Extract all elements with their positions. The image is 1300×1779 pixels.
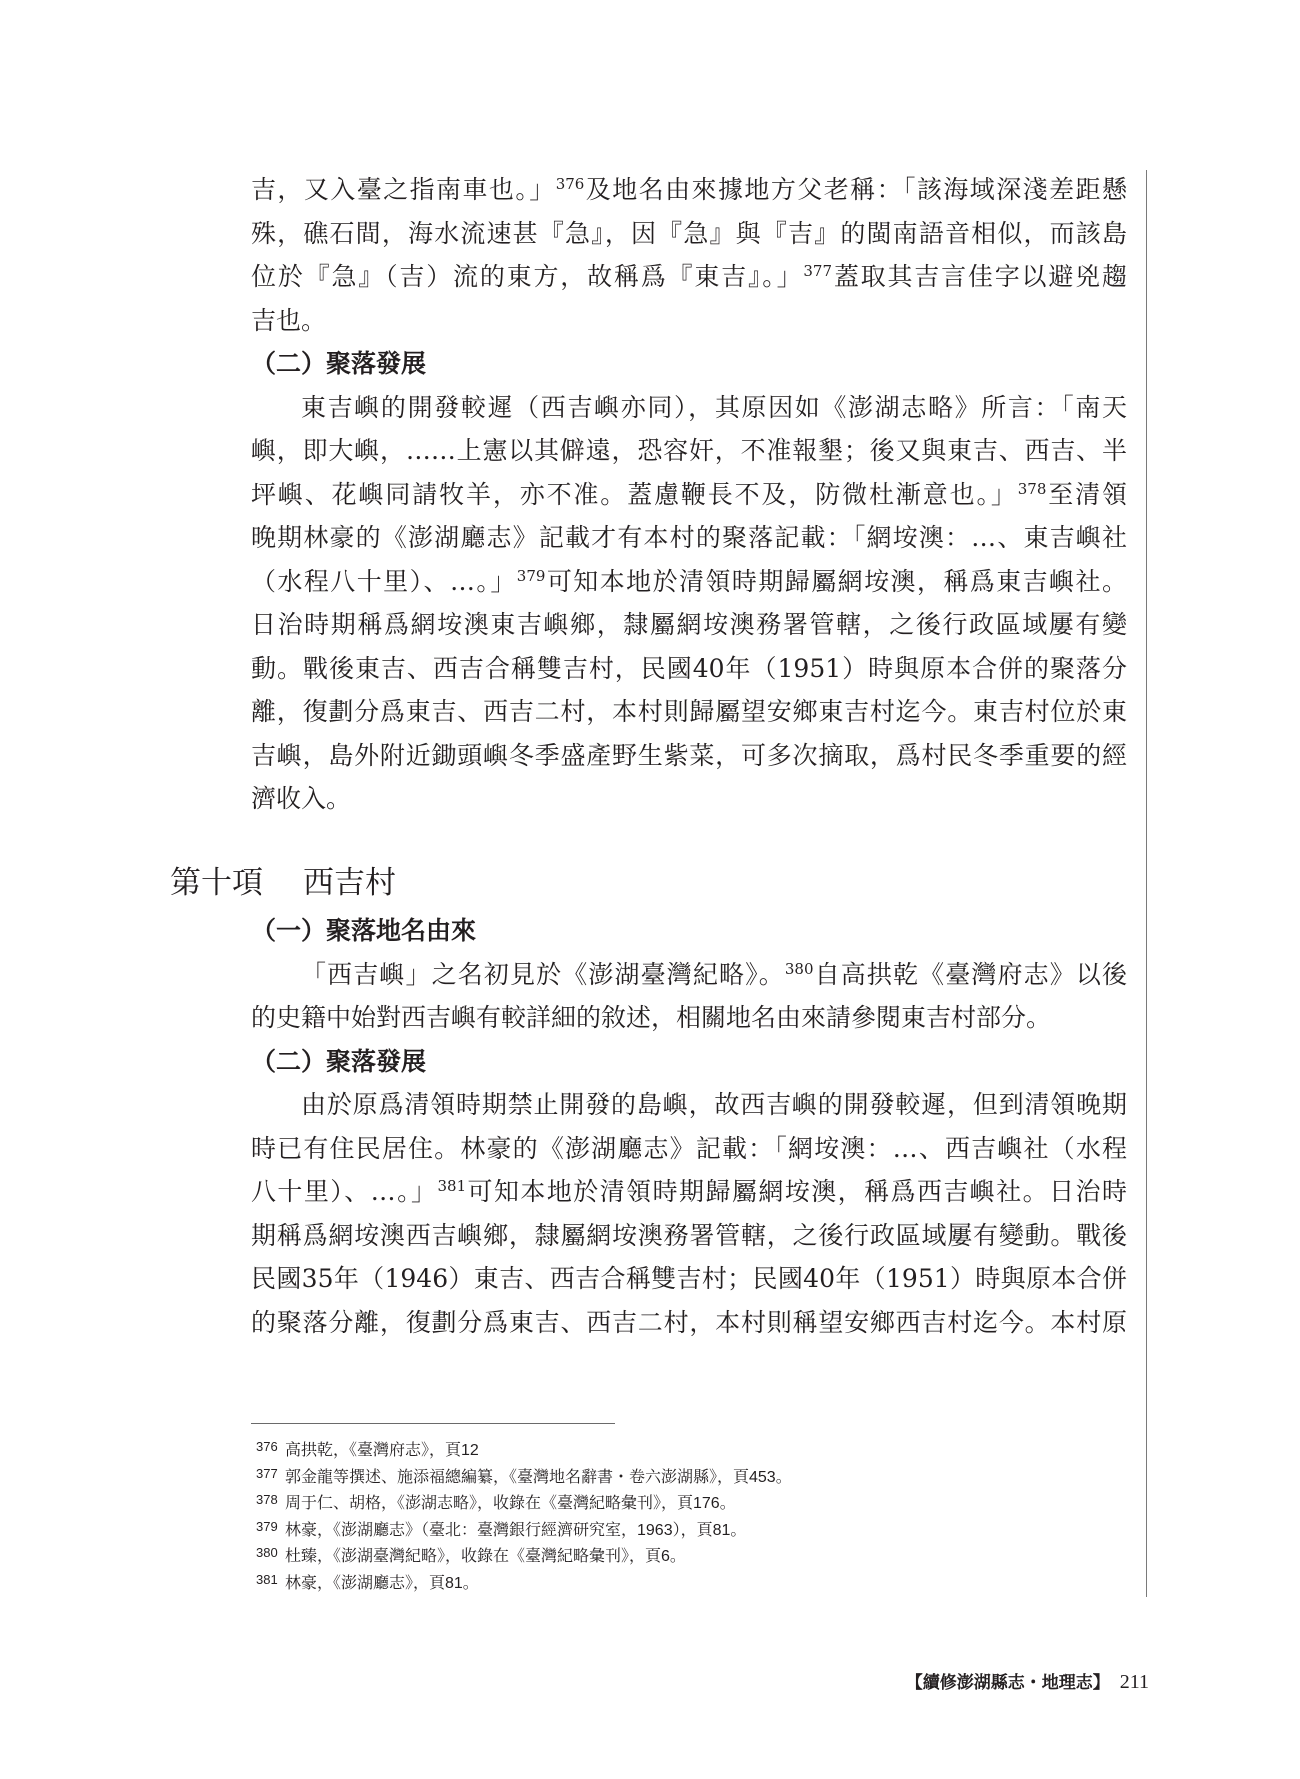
body-text-line (251, 690, 1127, 734)
body-text-line (251, 603, 1127, 647)
body-text-line (251, 734, 1127, 778)
text-segment: 的聚落分離，復劃分爲東吉、西吉二村，本村則稱望安鄉西吉村迄今。本村原 (251, 1307, 1127, 1337)
body-text-line (251, 996, 1127, 1040)
text-segment: （水程八十里）、…。」 (251, 566, 517, 596)
text-segment: 「西吉嶼」之名初見於《澎湖臺灣紀略》。 (301, 959, 785, 989)
footnote-number: 377 (256, 1465, 278, 1481)
body-text-line (251, 516, 1127, 560)
prior-section-text (251, 168, 1127, 821)
body-text-line (251, 168, 1127, 212)
footnote-text: 周于仁、胡格，《澎湖志略》，收錄在《臺灣紀略彙刊》，頁176。 (285, 1495, 736, 1513)
margin-rule (1146, 170, 1147, 1597)
footnote (256, 1491, 1136, 1518)
footnote-number: 376 (256, 1439, 278, 1454)
text-segment: 日治時期稱爲網垵澳東吉嶼鄉，隸屬網垵澳務署管轄，之後行政區域屢有變 (251, 610, 1127, 639)
subsection-heading: （一）聚落地名由來 (251, 916, 477, 945)
subsection-heading: （二）聚落發展 (251, 349, 427, 378)
section-text (251, 909, 1127, 1344)
text-segment: 吉，又入臺之指南車也。」 (251, 175, 556, 204)
footnote-number: 379 (256, 1518, 278, 1534)
footnote-text: 林豪，《澎湖廳志》，頁81。 (285, 1574, 479, 1592)
body-text-line (251, 212, 1127, 256)
footnote-number: 381 (256, 1571, 278, 1587)
footnote (256, 1465, 1136, 1492)
body-text-line (251, 560, 1127, 604)
book-title: 【續修澎湖縣志・地理志】 (905, 1673, 1110, 1693)
footnote (256, 1438, 1136, 1465)
text-segment: 動。戰後東吉、西吉合稱雙吉村，民國40年（1951）時與原本合併的聚落分 (251, 653, 1127, 683)
body-text-line (251, 647, 1127, 691)
body-text-line (251, 1170, 1127, 1214)
text-segment: 的史籍中始對西吉嶼有較詳細的敘述，相關地名由來請參閱東吉村部分。 (251, 1003, 1052, 1032)
footnote-ref: 376 (555, 175, 585, 193)
text-segment: 東吉嶼的開發較遲（西吉嶼亦同），其原因如《澎湖志略》所言：「南天 (301, 392, 1127, 422)
text-segment: 自高拱乾《臺灣府志》以後 (813, 959, 1127, 989)
text-segment: 由於原爲清領時期禁止開發的島嶼，故西吉嶼的開發較遲，但到清領晚期 (301, 1090, 1127, 1119)
body-text-line (251, 1127, 1127, 1171)
footnote (256, 1518, 1136, 1545)
text-segment: 時已有住民居住。林豪的《澎湖廳志》記載：「網垵澳：…、西吉嶼社（水程 (251, 1133, 1127, 1163)
text-segment: 位於『急』（吉）流的東方，故稱爲『東吉』。」 (251, 262, 804, 291)
text-segment: 民國35年（1946）東吉、西吉合稱雙吉村；民國40年（1951）時與原本合併 (251, 1264, 1127, 1293)
text-segment: 八十里）、…。」 (251, 1177, 438, 1206)
body-text-line (251, 1083, 1127, 1127)
footnote-text: 林豪，《澎湖廳志》（臺北：臺灣銀行經濟研究室，1963），頁81。 (285, 1521, 747, 1539)
section-name: 西吉村 (303, 865, 396, 901)
footnote-text: 郭金龍等撰述、施添福總編纂，《臺灣地名辭書・卷六澎湖縣》，頁453。 (285, 1468, 792, 1486)
body-text-line (251, 429, 1127, 473)
section-title (170, 861, 396, 905)
body-text-line (251, 1301, 1127, 1345)
text-segment: 殊，礁石間，海水流速甚『急』，因『急』與『吉』的閩南語音相似，而該島 (251, 218, 1127, 248)
footnote-text: 杜臻，《澎湖臺灣紀略》，收錄在《臺灣紀略彙刊》，頁6。 (285, 1548, 686, 1566)
footnotes (256, 1438, 1136, 1598)
body-text-line (251, 299, 1127, 343)
body-text-line (251, 255, 1127, 299)
footnote-ref: 379 (516, 566, 546, 585)
text-segment: 蓋取其吉言佳字以避兇趨 (832, 262, 1127, 291)
text-segment: 離，復劃分爲東吉、西吉二村，本村則歸屬望安鄉東吉村迄今。東吉村位於東 (251, 697, 1127, 726)
text-segment: 坪嶼、花嶼同請牧羊，亦不准。蓋慮鞭長不及，防微杜漸意也。」 (251, 479, 1018, 509)
footnote-ref: 378 (1017, 479, 1047, 498)
footnote-ref: 380 (784, 959, 814, 978)
text-segment: 吉嶼，島外附近鋤頭嶼冬季盛產野生紫菜，可多次摘取，爲村民冬季重要的經 (251, 740, 1127, 770)
footnote-number: 380 (256, 1545, 278, 1561)
text-segment: 濟收入。 (251, 784, 352, 813)
footnote (256, 1571, 1136, 1598)
text-segment: 期稱爲網垵澳西吉嶼鄉，隸屬網垵澳務署管轄，之後行政區域屢有變動。戰後 (251, 1220, 1127, 1250)
body-text-line (251, 386, 1127, 430)
subsection-heading: （二）聚落發展 (251, 1046, 427, 1076)
text-segment: 嶼，即大嶼，……上憲以其僻遠，恐容奸，不准報墾；後又與東吉、西吉、半 (251, 436, 1127, 465)
text-segment: 吉也。 (251, 305, 327, 335)
text-segment: 可知本地於清領時期歸屬網垵澳，稱爲西吉嶼社。日治時 (466, 1177, 1127, 1206)
text-segment: 晚期林豪的《澎湖廳志》記載才有本村的聚落記載：「網垵澳：…、東吉嶼社 (251, 523, 1127, 552)
footnote-ref: 381 (437, 1177, 467, 1195)
footnote-ref: 377 (803, 262, 833, 280)
body-text-line (251, 473, 1127, 517)
body-text-line (251, 777, 1127, 821)
text-segment: 可知本地於清領時期歸屬網垵澳，稱爲東吉嶼社。 (545, 566, 1127, 596)
body-text-line (251, 953, 1127, 997)
running-footer (906, 1666, 1149, 1698)
text-segment: 至清領 (1046, 479, 1127, 509)
text-segment: 及地名由來據地方父老稱：「該海域深淺差距懸 (584, 175, 1127, 204)
footnote-text: 高拱乾，《臺灣府志》，頁12 (285, 1442, 479, 1459)
section-number: 第十項 (170, 865, 263, 901)
page-number: 211 (1119, 1671, 1149, 1693)
footnote-number: 378 (256, 1492, 278, 1508)
body-text-line (251, 1257, 1127, 1301)
body-text-line (251, 1214, 1127, 1258)
footnote-separator (251, 1423, 615, 1424)
footnote (256, 1544, 1136, 1571)
